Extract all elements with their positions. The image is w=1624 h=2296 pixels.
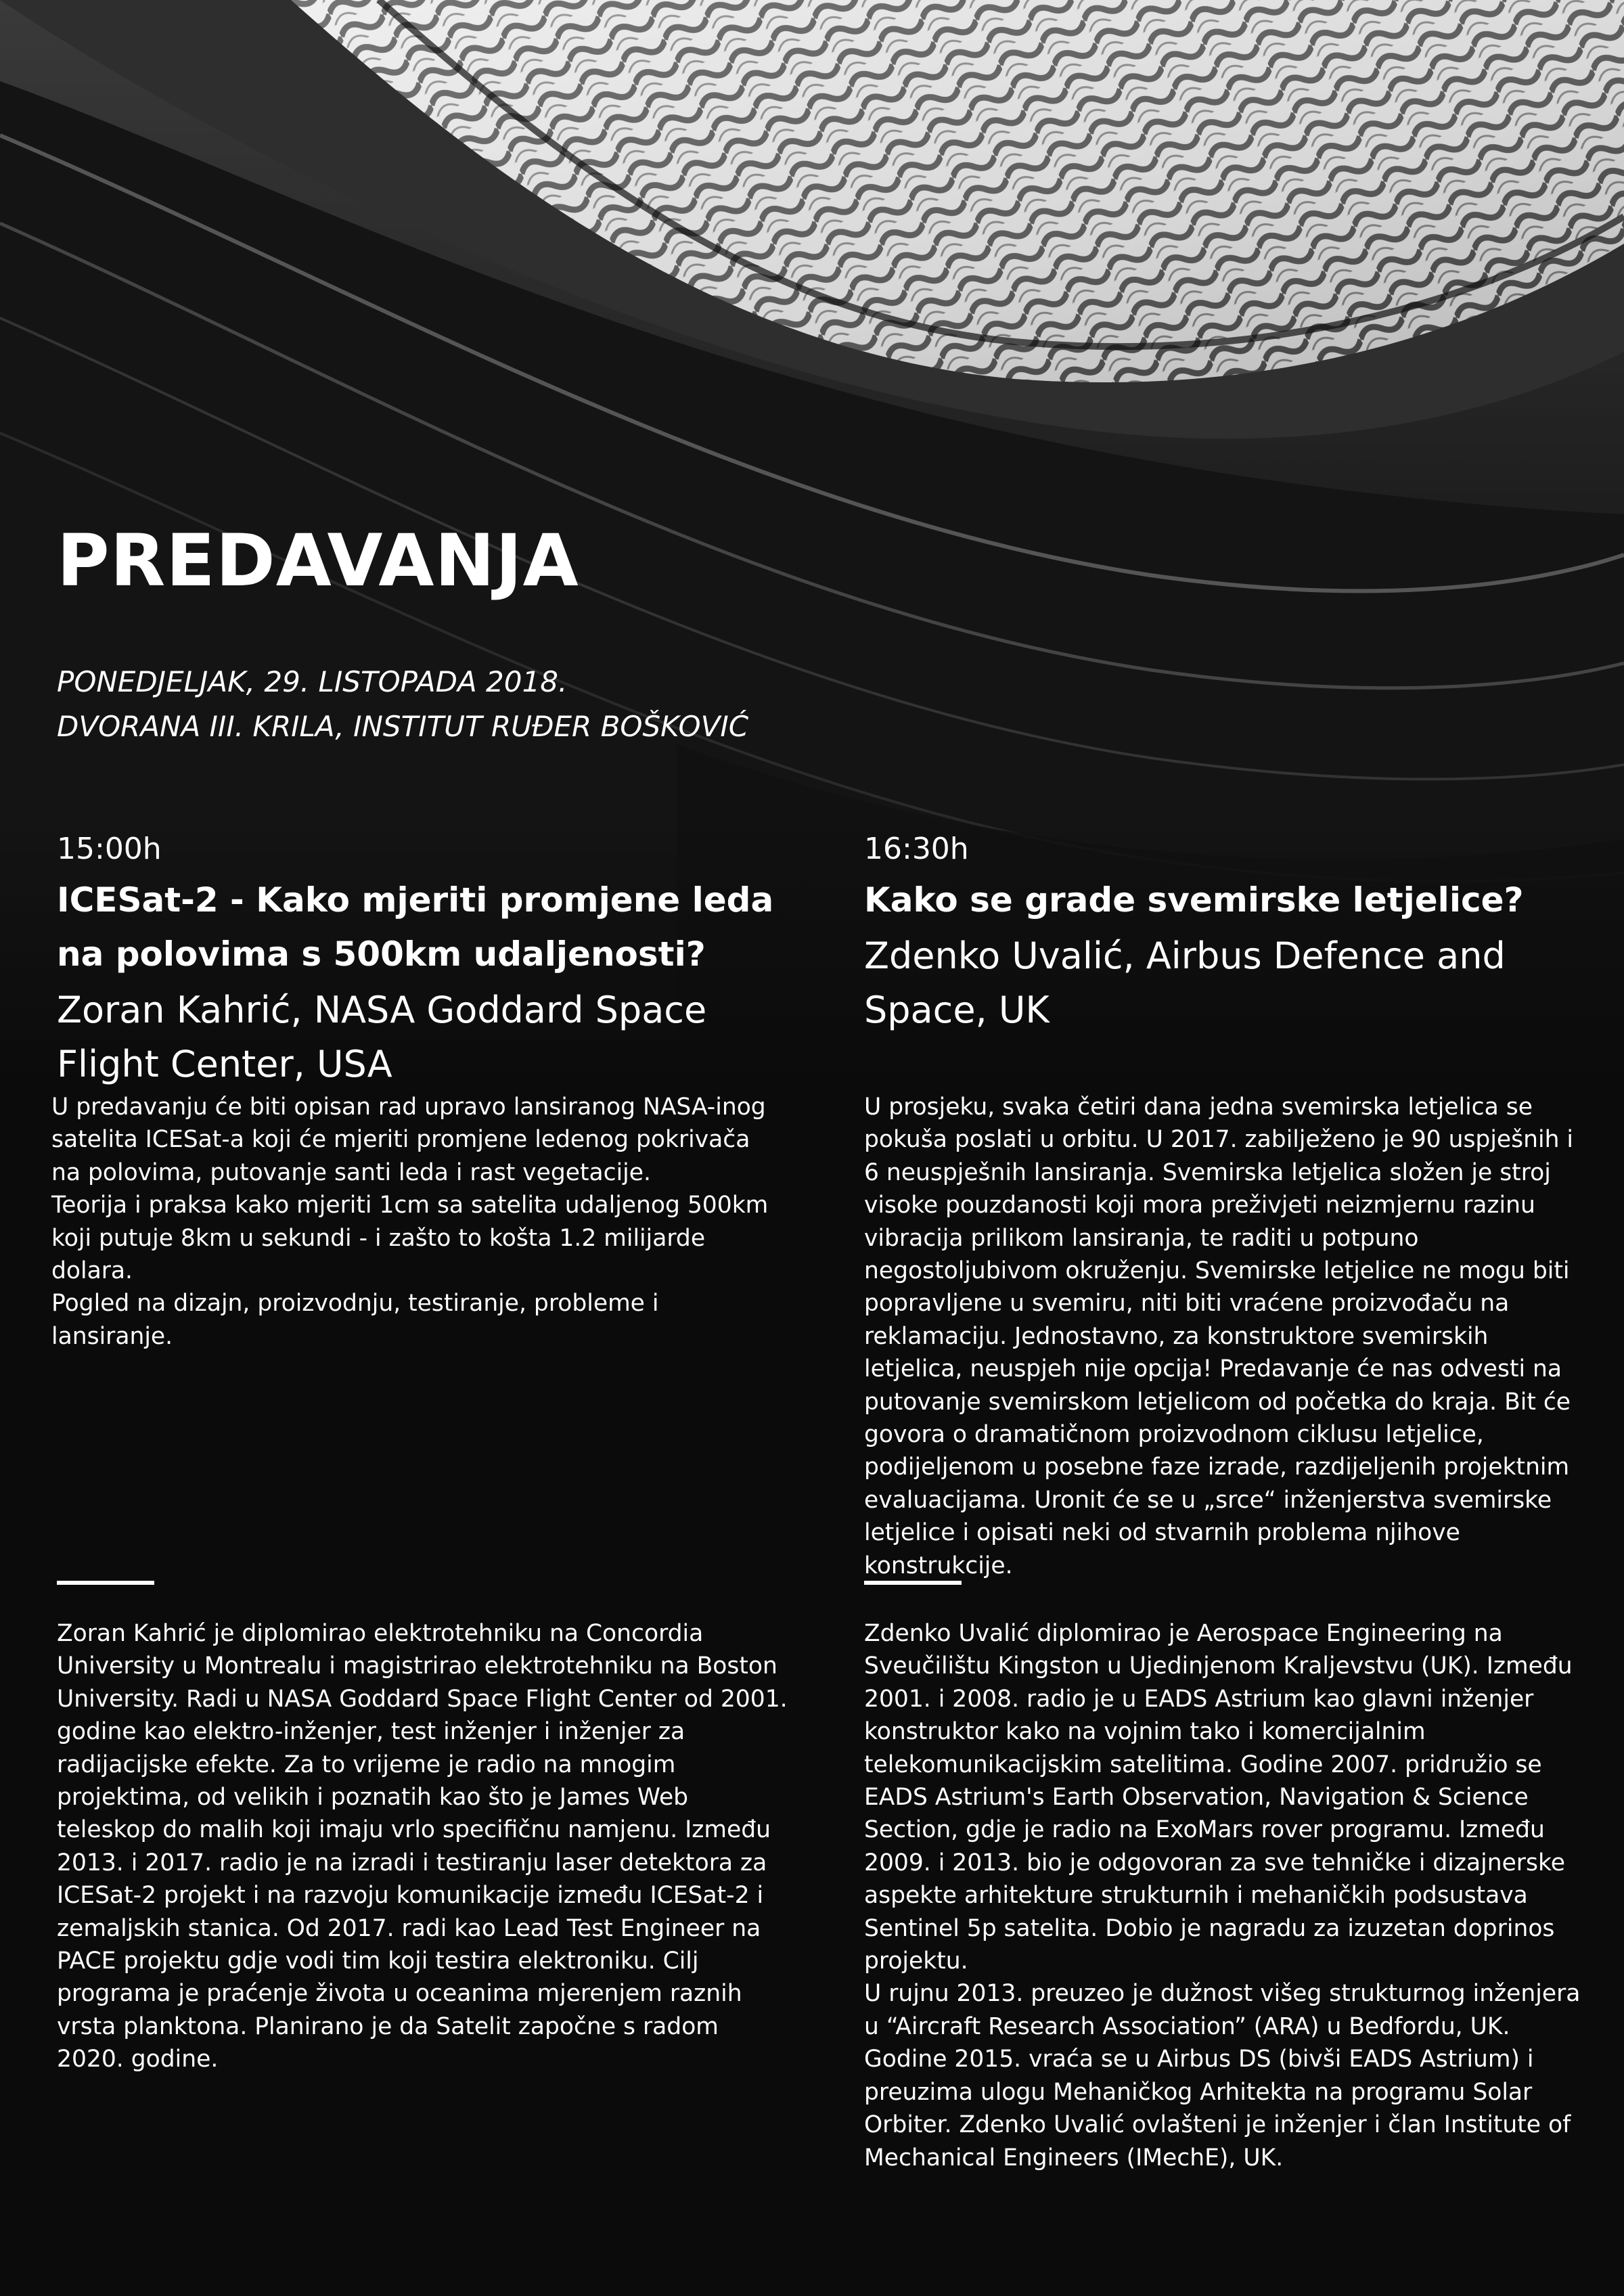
talk-speaker: Zdenko Uvalić, Airbus Defence and Space, UK (864, 935, 1506, 1031)
section-divider (864, 1581, 962, 1585)
event-date: PONEDJELJAK, 29. LISTOPADA 2018. (57, 665, 568, 698)
section-divider (57, 1581, 154, 1585)
speaker-bio: Zoran Kahrić je diplomirao elektrotehniku na Concordia University u Montrealu i magistrirao elektrotehniku na Boston University. Radi u NASA Goddard Space Flight Center od 2001. godine kao elektro-inženjer, test inženjer i inženjer za radijacijske efekte. Za to vrijeme je radio na mnogim projektima, od velikih i poznatih kao što je James Web teleskop do malih koji imaju vrlo specifičnu namjenu. Između 2013. i 2017. radio je na izradi i testiranju laser detektora za ICESat-2 projekt i na razvoju komunikacije između ICESat-2 i zemaljskih stanica. Od 2017. radi kao Lead Test Engineer na PACE projektu gdje vodi tim koji testira elektroniku. Cilj programa je praćenje života u oceanima mjerenjem raznih vrsta planktona. Planirano je da Satelit započne s radom 2020. godine. (57, 1620, 788, 2073)
page-title: PREDAVANJA (57, 519, 579, 602)
talk-title: ICESat-2 - Kako mjeriti promjene leda na polovima s 500km udaljenosti? (57, 880, 774, 974)
talk-abstract: U prosjeku, svaka četiri dana jedna svemirska letjelica se pokuša poslati u orbitu. U 2017. zabilježeno je 90 uspješnih i 6 neuspješnih lansiranja. Svemirska letjelica složen je stroj visoke pouzdanosti koji mora preživjeti neizmjernu razinu vibracija prilikom lansiranja, te raditi u potpuno negostoljubivom okruženju. Svemirske letjelice ne mogu biti popravljene u svemiru, niti biti vraćene proizvođaču na reklamaciju. Jednostavno, za konstruktore svemirskih letjelica, neuspjeh nije opcija! Predavanje će nas odvesti na putovanje svemirskom letjelicom od početka do kraja. Bit će govora o dramatičnom proizvodnom ciklusu letjelice, podijeljenom u posebne faze izrade, razdijeljenih projektnim evaluacijama. Uronit će se u „srce“ inženjerstva svemirske letjelice i opisati neki od stvarnih problema njihove konstrukcije. (864, 1094, 1573, 1579)
talk-time: 15:00h (57, 832, 162, 866)
talk-speaker: Zoran Kahrić, NASA Goddard Space Flight Center, USA (57, 989, 707, 1085)
speaker-bio: Zdenko Uvalić diplomirao je Aerospace Engineering na Sveučilištu Kingston u Ujedinjenom Kraljevstvu (UK). Između 2001. i 2008. radio je u EADS Astrium kao glavni inženjer konstruktor kako na vojnim tako i komercijalnim telekomunikacijskim satelitima. Godine 2007. pridružio se EADS Astrium's Earth Observation, Navigation & Science Section, gdje je radio na ExoMars rover programu. Između 2009. i 2013. bio je odgovoran za sve tehničke i dizajnerske aspekte arhitekture strukturnih i mehaničkih podsustava Sentinel 5p satelita. Dobio je nagradu za izuzetan doprinos projektu. U rujnu 2013. preuzeo je dužnost višeg strukturnog inženjera u “Aircraft Research Association” (ARA) u Bedfordu, UK. Godine 2015. vraća se u Airbus DS (bivši EADS Astrium) i preuzima ulogu Mehaničkog Arhitekta na programu Solar Orbiter. Zdenko Uvalić ovlašteni je inženjer i član Institute of Mechanical Engineers (IMechE), UK. (864, 1620, 1581, 2171)
talk-title: Kako se grade svemirske letjelice? (864, 880, 1524, 920)
event-info (57, 660, 748, 749)
event-venue: DVORANA III. KRILA, INSTITUT RUĐER BOŠKOVIĆ (57, 710, 749, 743)
talk-time: 16:30h (864, 832, 969, 866)
talk-abstract: U predavanju će biti opisan rad upravo lansiranog NASA-inog satelita ICESat-a koji će mjeriti promjene ledenog pokrivača na polovima, putovanje santi leda i rast vegetacije. Teorija i praksa kako mjeriti 1cm sa satelita udaljenog 500km koji putuje 8km u sekundi - i zašto to košta 1.2 milijarde dolara. Pogled na dizajn, proizvodnju, testiranje, probleme i lansiranje. (51, 1094, 769, 1350)
